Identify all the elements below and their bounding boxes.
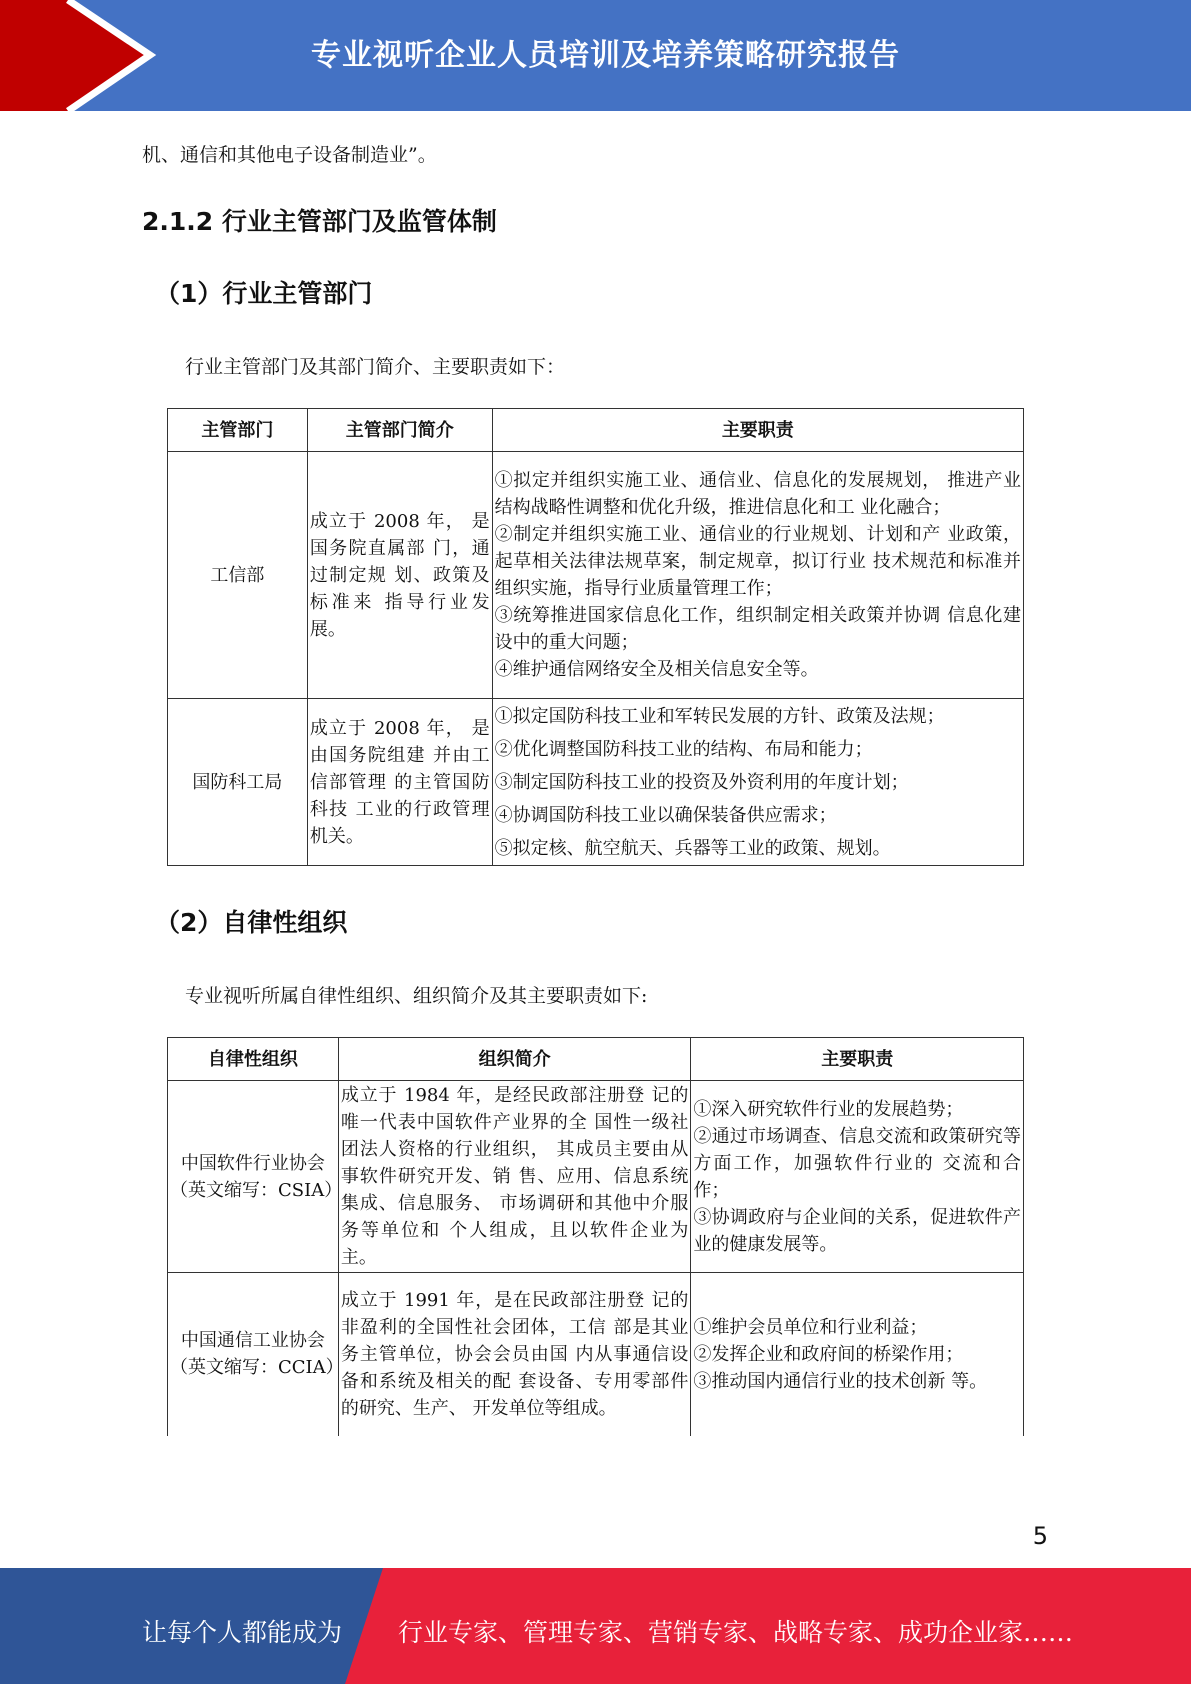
duty-item: ②优化调整国防科技工业的结构、布局和能力； [494, 738, 873, 760]
column-header: 组织简介 [338, 1038, 691, 1081]
subsection-heading-1: （1）行业主管部门 [155, 279, 373, 308]
duty-item: ①维护会员单位和行业利益； [693, 1316, 928, 1338]
footer-slogan-left: 让每个人都能成为 [142, 1618, 343, 1647]
organization-duties [691, 1081, 1024, 1273]
footer-slogan-right: 行业专家、管理专家、营销专家、战略专家、成功企业家…… [398, 1618, 1074, 1647]
table-row [168, 1081, 1024, 1273]
duty-item: ①深入研究软件行业的发展趋势； [693, 1098, 964, 1120]
regulator-table [167, 408, 1024, 866]
table-row [168, 699, 1024, 866]
duty-item: ②制定并组织实施工业、通信业的行业规划、计划和产 业政策，起草相关法律法规草案，制定规章，拟订行业 技术规范和标准并组织实施，指导行业质量管理工作； [494, 524, 1021, 599]
duty-item: ①拟定并组织实施工业、通信业、信息化的发展规划， 推进产业结构战略性调整和优化升级，推进信息化和工 业化融合； [494, 470, 1021, 518]
table-header-row [168, 409, 1024, 452]
subsection-intro-2: 专业视听所属自律性组织、组织简介及其主要职责如下: [185, 985, 648, 1007]
department-name: 工信部 [168, 452, 308, 699]
column-header: 主要职责 [691, 1038, 1024, 1081]
organization-intro: 成立于 1984 年，是经民政部注册登 记的唯一代表中国软件产业界的全 国性一级社团法人资格的行业组织， 其成员主要由从事软件研究开发、销 售、应用、信息系统集成、信息服务、 市场调研和其他中介服务等单位和 个人组成，且以软件企业为主。 [338, 1081, 691, 1273]
subsection-heading-2: （2）自律性组织 [155, 908, 348, 937]
organization-name: 中国软件行业协会（英文缩写：CSIA） [168, 1081, 339, 1273]
duty-item: ③制定国防科技工业的投资及外资利用的年度计划； [494, 771, 909, 793]
continuation-text: 机、通信和其他电子设备制造业”。 [142, 144, 437, 166]
duty-item: ⑤拟定核、航空航天、兵器等工业的政策、规划。 [494, 837, 891, 859]
page-number: 5 [1032, 1522, 1048, 1550]
page-header [0, 0, 1191, 111]
department-intro: 成立于 2008 年， 是国务院直属部 门，通过制定规 划、政策及标准来 指导行业发展。 [307, 452, 492, 699]
subsection-intro-1: 行业主管部门及其部门简介、主要职责如下： [185, 356, 566, 378]
report-title: 专业视听企业人员培训及培养策略研究报告 [311, 38, 900, 73]
table-row [168, 452, 1024, 699]
department-intro: 成立于 2008 年， 是由国务院组建 并由工信部管理 的主管国防科技 工业的行政管理 机关。 [307, 699, 492, 866]
column-header: 主管部门简介 [307, 409, 492, 452]
section-heading: 2.1.2 行业主管部门及监管体制 [142, 207, 497, 236]
organization-duties [691, 1273, 1024, 1436]
duty-item: ①拟定国防科技工业和军转民发展的方针、政策及法规； [494, 705, 945, 727]
organization-intro: 成立于 1991 年，是在民政部注册登 记的非盈利的全国性社会团体，工信 部是其业务主管单位，协会会员由国 内从事通信设备和系统及相关的配 套设备、专用零部件的研究、生产、 开发单位等组成。 [338, 1273, 691, 1436]
department-duties [492, 699, 1023, 866]
duty-item: ③协调政府与企业间的关系，促进软件产业的健康发展等。 [693, 1206, 1021, 1255]
department-duties [492, 452, 1023, 699]
duty-item: ②通过市场调查、信息交流和政策研究等方面工作，加强软件行业的 交流和合作； [693, 1125, 1021, 1201]
department-name: 国防科工局 [168, 699, 308, 866]
duty-item: ④协调国防科技工业以确保装备供应需求； [494, 804, 837, 826]
organization-name: 中国通信工业协会（英文缩写：CCIA） [168, 1273, 339, 1436]
column-header: 主要职责 [492, 409, 1023, 452]
duty-item: ③统筹推进国家信息化工作，组织制定相关政策并协调 信息化建设中的重大问题； [494, 605, 1021, 653]
duty-item: ③推动国内通信行业的技术创新 等。 [693, 1370, 988, 1392]
self-regulatory-table [167, 1037, 1024, 1436]
table-header-row [168, 1038, 1024, 1081]
column-header: 主管部门 [168, 409, 308, 452]
duty-item: ②发挥企业和政府间的桥梁作用； [693, 1343, 964, 1365]
column-header: 自律性组织 [168, 1038, 339, 1081]
duty-item: ④维护通信网络安全及相关信息安全等。 [494, 659, 819, 680]
page-footer [0, 1568, 1191, 1684]
table-row [168, 1273, 1024, 1436]
